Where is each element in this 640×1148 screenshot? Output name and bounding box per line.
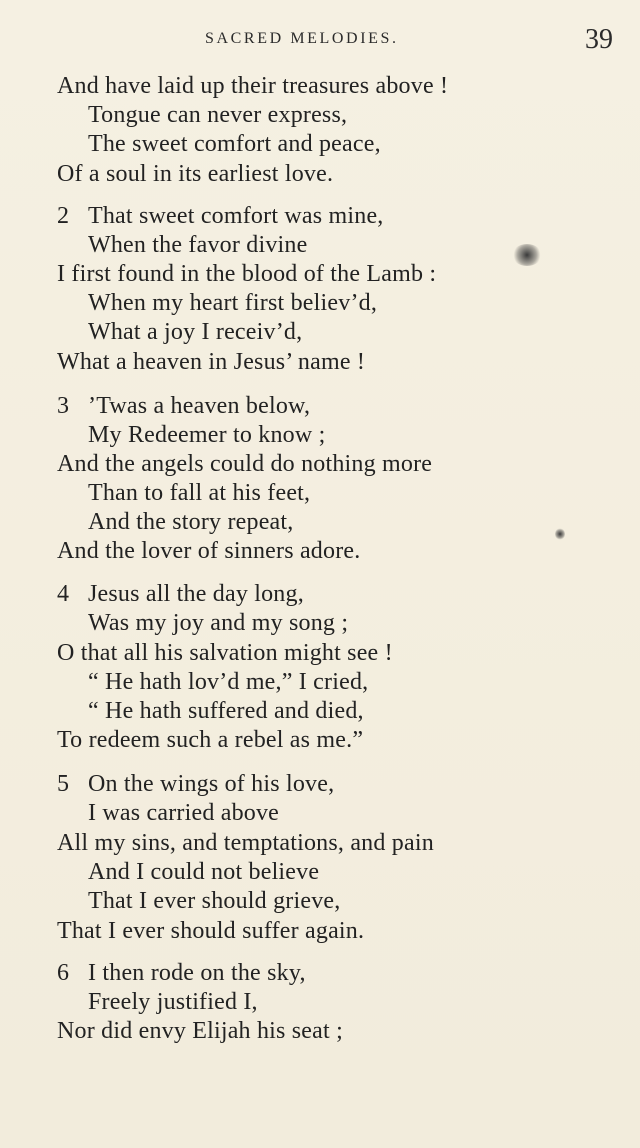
verse-line bbox=[88, 697, 364, 726]
verse-text: Freely justified I, bbox=[88, 989, 258, 1015]
verse-line bbox=[88, 101, 347, 130]
stanza-number: 6 bbox=[57, 960, 70, 986]
verse-line bbox=[57, 260, 436, 289]
verse-text: That sweet comfort was mine, bbox=[88, 203, 384, 229]
stanza-first-line bbox=[57, 202, 384, 231]
verse-text: I was carried above bbox=[88, 800, 280, 826]
verse-text: What a heaven in Jesus’ name ! bbox=[57, 349, 366, 375]
verse-text: And the lover of sinners adore. bbox=[57, 538, 361, 564]
page-number: 39 bbox=[585, 24, 613, 55]
verse-text: Tongue can never express, bbox=[88, 102, 348, 128]
verse-text: And the story repeat, bbox=[88, 509, 294, 535]
verse-text: Was my joy and my song ; bbox=[88, 610, 349, 636]
verse-line bbox=[57, 537, 360, 566]
ink-smudge bbox=[555, 528, 565, 540]
verse-text: Nor did envy Elijah his seat ; bbox=[57, 1018, 343, 1044]
stanza-number: 3 bbox=[57, 393, 70, 419]
running-title: SACRED MELODIES. bbox=[205, 30, 399, 47]
verse-text: All my sins, and temptations, and pain bbox=[57, 830, 434, 856]
verse-text: The sweet comfort and peace, bbox=[88, 131, 381, 157]
ink-smudge bbox=[512, 244, 542, 266]
verse-text: Of a soul in its earliest love. bbox=[57, 161, 334, 187]
verse-line bbox=[88, 231, 307, 260]
verse-text: Than to fall at his feet, bbox=[88, 480, 311, 506]
verse-text: That I ever should suffer again. bbox=[57, 918, 365, 944]
verse-text: And have laid up their treasures above ! bbox=[57, 73, 449, 99]
verse-line bbox=[57, 1017, 343, 1046]
stanza-first-line bbox=[57, 392, 310, 421]
verse-line bbox=[88, 318, 302, 347]
verse-line bbox=[88, 988, 258, 1017]
verse-text: When my heart first believ’d, bbox=[88, 290, 378, 316]
verse-line bbox=[88, 609, 348, 638]
verse-line bbox=[57, 726, 363, 755]
verse-text: That I ever should grieve, bbox=[88, 888, 341, 914]
verse-line bbox=[57, 160, 333, 189]
verse-text: On the wings of his love, bbox=[88, 771, 335, 797]
stanza-number: 4 bbox=[57, 581, 70, 607]
verse-line bbox=[88, 508, 293, 537]
verse-text: My Redeemer to know ; bbox=[88, 422, 326, 448]
verse-line bbox=[57, 450, 432, 479]
verse-line bbox=[88, 421, 326, 450]
stanza-number: 2 bbox=[57, 203, 70, 229]
stanza-first-line bbox=[57, 770, 334, 799]
verse-text: What a joy I receiv’d, bbox=[88, 319, 303, 345]
verse-text: I first found in the blood of the Lamb : bbox=[57, 261, 437, 287]
verse-line bbox=[57, 72, 448, 101]
verse-text: O that all his salvation might see ! bbox=[57, 640, 393, 666]
verse-text: I then rode on the sky, bbox=[88, 960, 306, 986]
verse-text: To redeem such a rebel as me.” bbox=[57, 727, 364, 753]
verse-line bbox=[88, 479, 310, 508]
verse-line bbox=[57, 348, 365, 377]
verse-line bbox=[57, 917, 364, 946]
verse-line bbox=[88, 289, 377, 318]
verse-text: “ He hath lov’d me,” I cried, bbox=[88, 669, 369, 695]
stanza-number: 5 bbox=[57, 771, 70, 797]
verse-text: And the angels could do nothing more bbox=[57, 451, 433, 477]
verse-line bbox=[88, 887, 340, 916]
verse-text: When the favor divine bbox=[88, 232, 308, 258]
verse-line bbox=[88, 858, 319, 887]
verse-text: And I could not believe bbox=[88, 859, 320, 885]
verse-line bbox=[88, 668, 368, 697]
verse-line bbox=[57, 639, 393, 668]
verse-line bbox=[57, 829, 434, 858]
verse-text: “ He hath suffered and died, bbox=[88, 698, 364, 724]
verse-text: ’Twas a heaven below, bbox=[88, 393, 311, 419]
stanza-first-line bbox=[57, 959, 306, 988]
verse-line bbox=[88, 130, 381, 159]
stanza-first-line bbox=[57, 580, 304, 609]
verse-text: Jesus all the day long, bbox=[88, 581, 304, 607]
verse-line bbox=[88, 799, 279, 828]
